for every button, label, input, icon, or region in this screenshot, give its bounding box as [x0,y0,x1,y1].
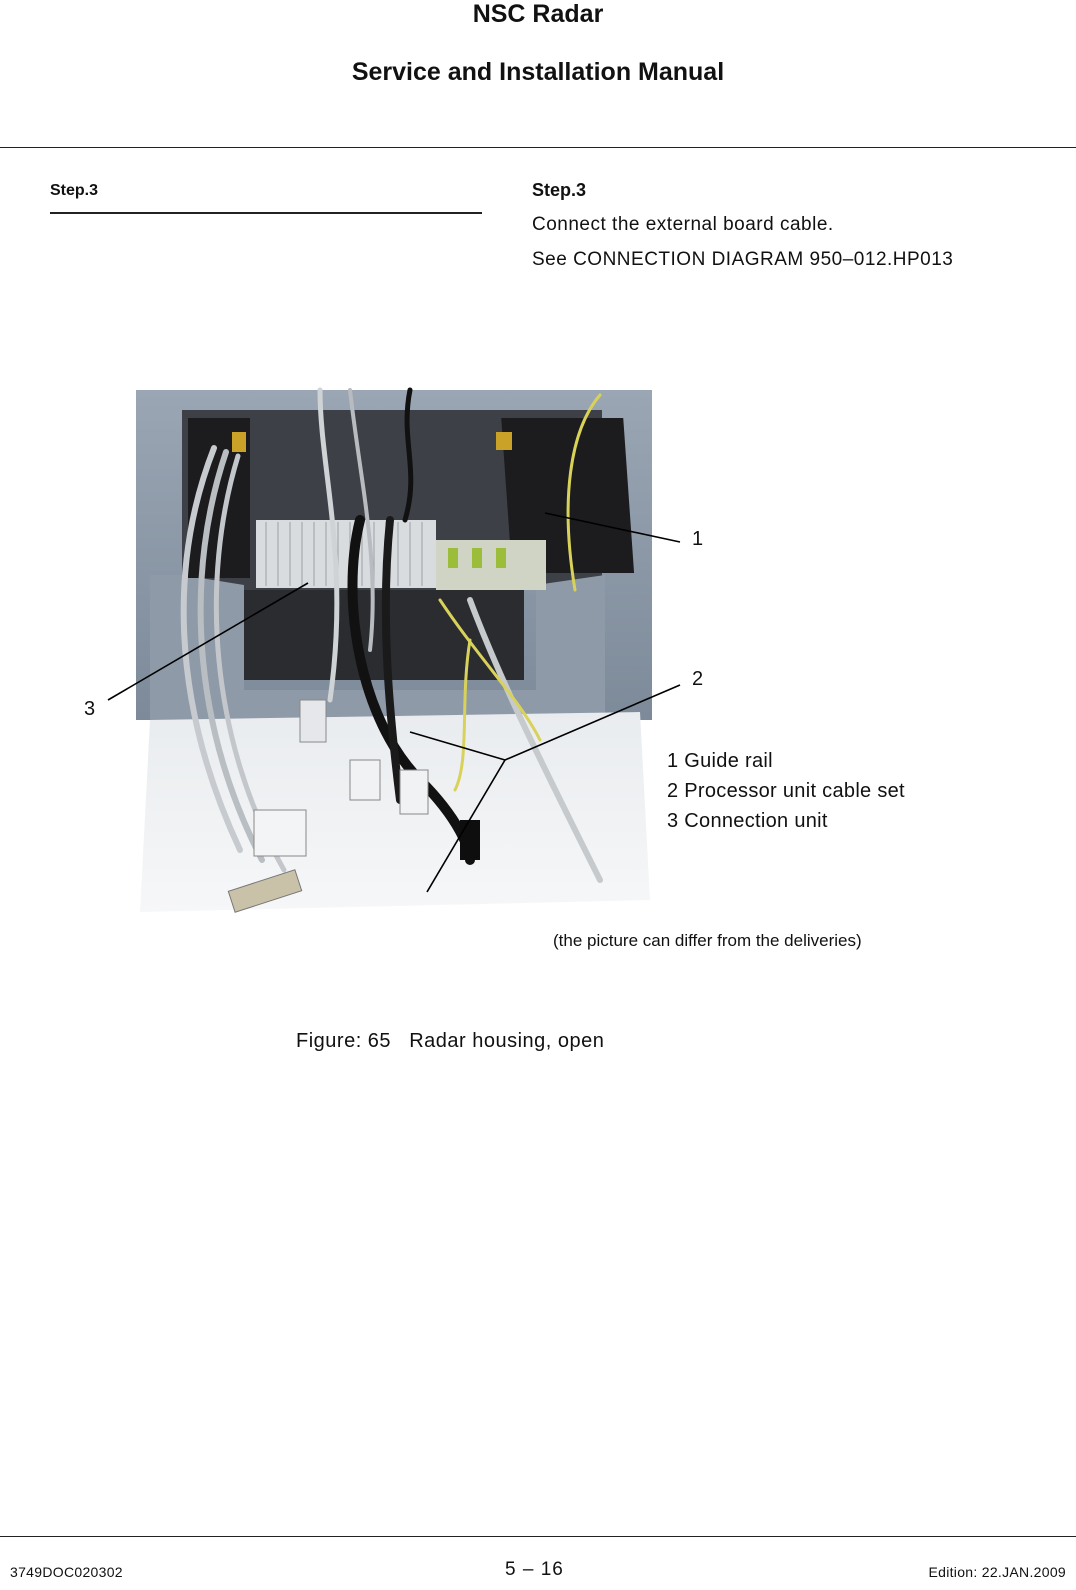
rail-bracket-left [232,432,246,452]
instruction-line-1: Connect the external board cable. [532,214,834,235]
figure-note: (the picture can differ from the deliveries) [553,931,862,950]
terminal-block-left [256,520,436,588]
callout-2: 2 [692,668,704,690]
left-step-label: Step.3 [50,182,99,199]
right-step-heading: Step.3 [532,180,587,200]
footer-doc-number: 3749DOC020302 [10,1564,123,1580]
legend-item-2: 2 Processor unit cable set [667,780,905,802]
legend-item-3: 3 Connection unit [667,810,828,832]
legend-item-1: 1 Guide rail [667,750,773,772]
footer-page-number: 5 – 16 [505,1559,564,1580]
instruction-line-2: See CONNECTION DIAGRAM 950–012.HP013 [532,249,954,270]
figure-caption: Figure: 65 Radar housing, open [296,1030,605,1052]
callout-1: 1 [692,528,704,550]
document-subtitle: Service and Installation Manual [351,58,725,86]
callout-3: 3 [84,698,96,720]
document-title: NSC Radar [472,0,604,28]
rail-bracket-right [496,432,512,450]
footer-divider [0,1536,1076,1537]
footer-edition: Edition: 22.JAN.2009 [928,1564,1066,1580]
